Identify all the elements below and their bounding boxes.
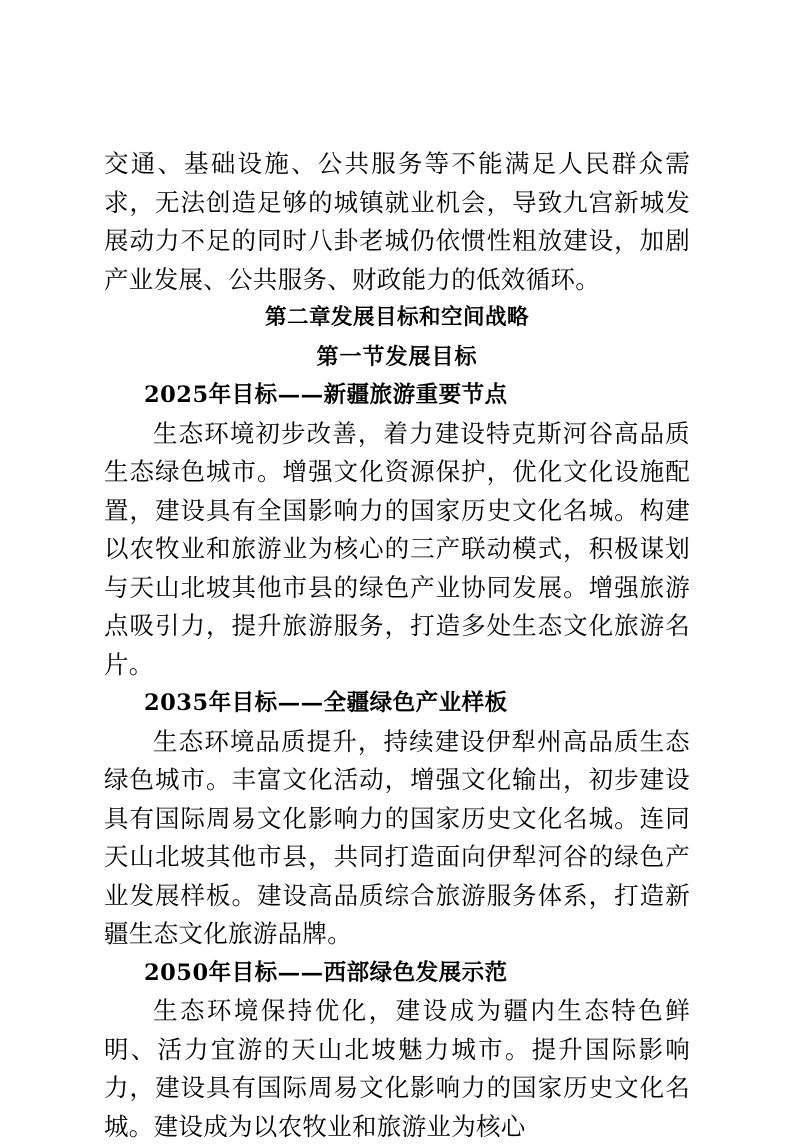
document-page <box>104 145 690 1146</box>
intro-paragraph: 交通、基础设施、公共服务等不能满足人民群众需求，无法创造足够的城镇就业机会，导致九宫新城发展动力不足的同时八卦老城仍依惯性粗放建设，加剧产业发展、公共服务、财政能力的低效循环。 <box>104 149 690 294</box>
goal-body-2025: 生态环境初步改善，着力建设特克斯河谷高品质生态绿色城市。增强文化资源保护，优化文化设施配置，建设具有全国影响力的国家历史文化名城。构建以农牧业和旅游业为核心的三产联动模式，积极谋划与天山北坡其他市县的绿色产业协同发展。增强旅游点吸引力，提升旅游服务，打造多处生态文化旅游名片。 <box>104 418 690 679</box>
goal-heading-2050: 2050年目标——西部绿色发展示范 <box>144 959 508 986</box>
section-title: 第一节发展目标 <box>316 343 478 370</box>
goal-body-2050: 生态环境保持优化，建设成为疆内生态特色鲜明、活力宜游的天山北坡魅力城市。提升国际影响力，建设具有国际周易文化影响力的国家历史文化名城。建设成为以农牧业和旅游业为核心 <box>104 996 690 1141</box>
goal-body-2035: 生态环境品质提升，持续建设伊犁州高品质生态绿色城市。丰富文化活动，增强文化输出，初步建设具有国际周易文化影响力的国家历史文化名城。连同天山北坡其他市县，共同打造面向伊犁河谷的绿色产业发展样板。建设高品质综合旅游服务体系，打造新疆生态文化旅游品牌。 <box>104 726 690 948</box>
goal-heading-2025: 2025年目标——新疆旅游重要节点 <box>144 382 508 408</box>
chapter-title: 第二章发展目标和空间战略 <box>264 305 529 330</box>
goal-heading-2035: 2035年目标——全疆绿色产业样板 <box>144 690 508 716</box>
